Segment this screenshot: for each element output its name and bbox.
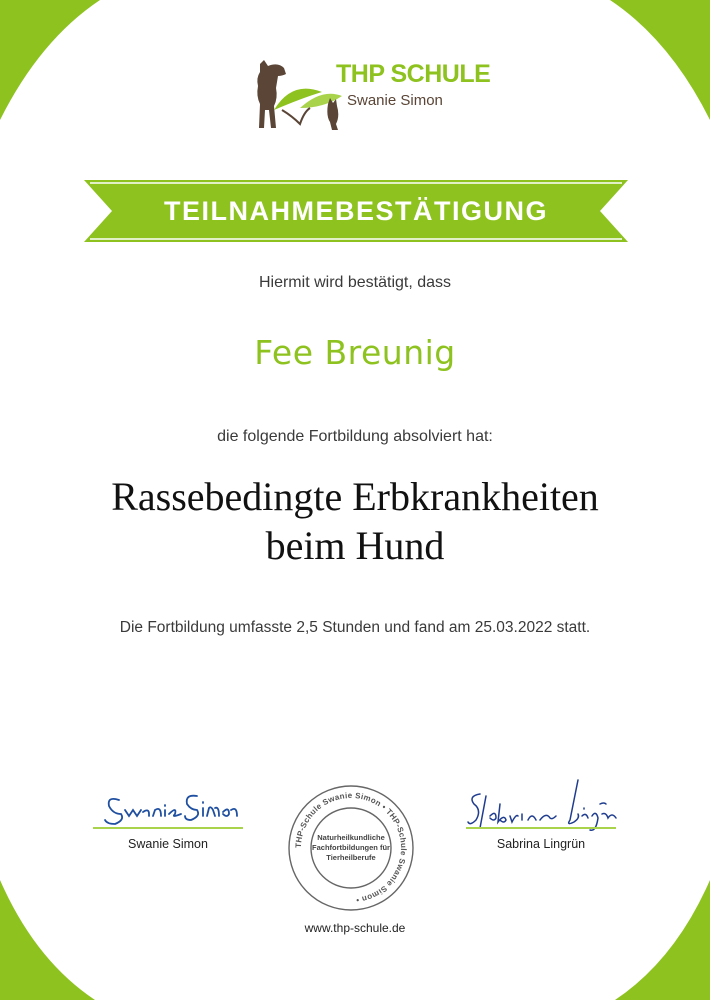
stamp-ring-text: THP-Schule Swanie Simon • THP-Schule Swanie Simon • bbox=[293, 790, 409, 905]
title-banner bbox=[84, 180, 628, 242]
intro-text: Hiermit wird bestätigt, dass bbox=[258, 274, 452, 291]
cat-silhouette-icon bbox=[327, 98, 338, 130]
signature-block-left bbox=[93, 780, 243, 852]
school-logo bbox=[252, 58, 491, 132]
stamp-line-1: Naturheilkundliche bbox=[317, 833, 385, 842]
website-link[interactable]: www.thp-schule.de bbox=[304, 921, 406, 935]
intro-text-2: die folgende Fortbildung absolviert hat: bbox=[217, 428, 493, 445]
signatory-name-left: Swanie Simon bbox=[128, 837, 208, 851]
signature-line-right bbox=[466, 827, 616, 829]
signature-block-right bbox=[466, 770, 616, 852]
logo-title: THP SCHULE bbox=[336, 60, 491, 88]
signature-right bbox=[466, 774, 626, 834]
school-stamp bbox=[287, 784, 415, 912]
stamp-line-2: Fachfortbildungen für bbox=[312, 843, 390, 852]
course-title bbox=[0, 472, 710, 570]
signature-left bbox=[101, 786, 241, 828]
corner-decoration-top-left bbox=[0, 0, 150, 140]
course-title-line-2: beim Hund bbox=[265, 523, 445, 568]
course-title-line-1: Rassebedingte Erbkrankheiten bbox=[111, 474, 599, 519]
course-details: Die Fortbildung umfasste 2,5 Stunden und fand am 25.03.2022 statt. bbox=[119, 619, 591, 636]
participant-name: Fee Breunig bbox=[254, 333, 456, 372]
stamp-line-3: Tierheilberufe bbox=[326, 853, 376, 862]
corner-decoration-top-right bbox=[560, 0, 710, 140]
logo-subtitle: Swanie Simon bbox=[347, 92, 443, 109]
signatory-name-right: Sabrina Lingrün bbox=[496, 837, 586, 851]
dog-silhouette-icon bbox=[252, 58, 347, 132]
signature-line-left bbox=[93, 827, 243, 829]
certificate-title: TEILNAHMEBESTÄTIGUNG bbox=[164, 196, 548, 226]
